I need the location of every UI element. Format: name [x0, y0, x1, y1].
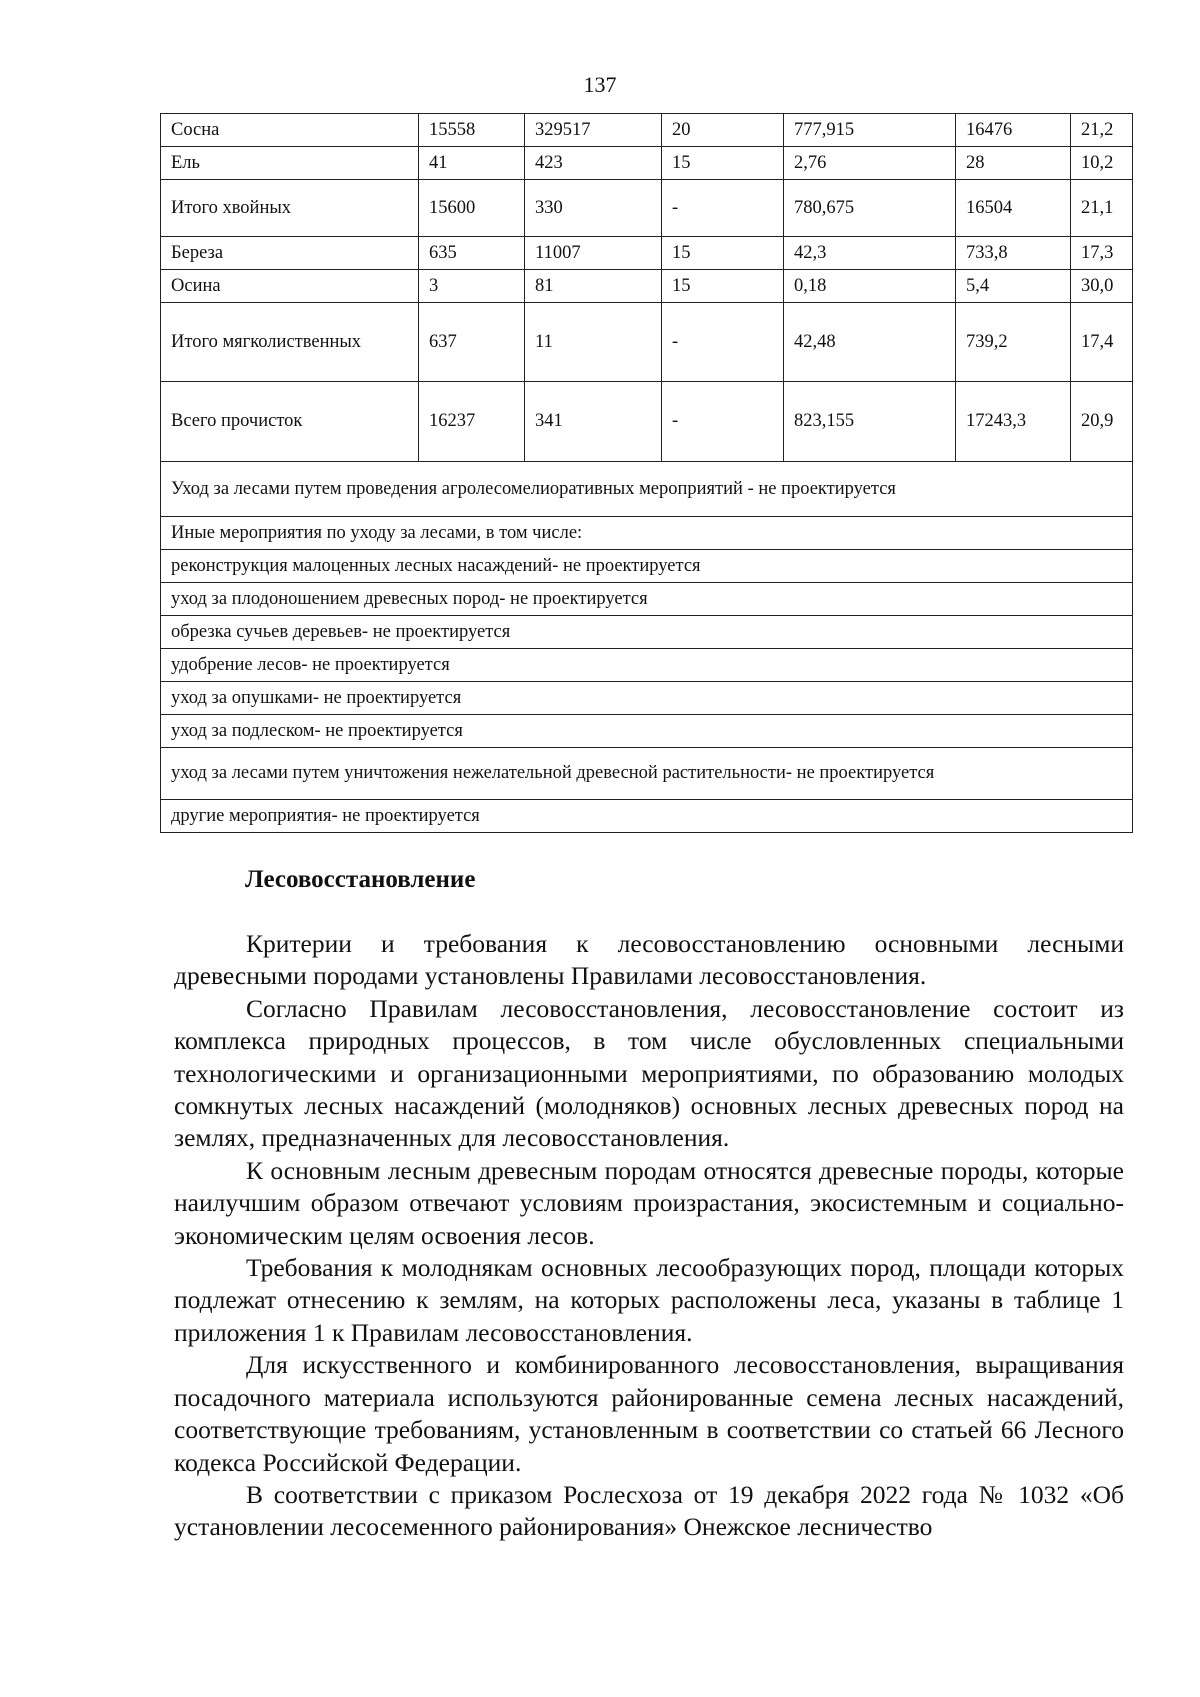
table-cell: 21,2	[1071, 114, 1133, 147]
table-span-row	[161, 616, 1133, 649]
table-cell: Береза	[161, 237, 419, 270]
table-cell: 11	[525, 303, 662, 382]
table-cell: 20	[662, 114, 784, 147]
table-span-cell: другие мероприятия- не проектируется	[161, 800, 1133, 833]
table-cell: -	[662, 180, 784, 237]
table-cell: Ель	[161, 147, 419, 180]
table-span-row	[161, 517, 1133, 550]
table-cell: 777,915	[784, 114, 956, 147]
table-span-row	[161, 715, 1133, 748]
table-cell: 15	[662, 237, 784, 270]
table-cell: 42,48	[784, 303, 956, 382]
table-cell: 16476	[956, 114, 1071, 147]
table-cell: 635	[419, 237, 525, 270]
paragraph: Для искусственного и комбинированного лесовосстановления, выращивания посадочного материала используются районированные семена лесных насаждений, соответствующие требованиям, установленным в соответствии со статьей 66 Лесного кодекса Российской Федерации.	[174, 1350, 1124, 1477]
forest-care-table	[160, 113, 1133, 833]
table-row	[161, 270, 1133, 303]
table-cell: Итого мягколиственных	[161, 303, 419, 382]
table-span-cell: уход за плодоношением древесных пород- не проектируется	[161, 583, 1133, 616]
table-cell: 28	[956, 147, 1071, 180]
table-cell: -	[662, 303, 784, 382]
table-cell: 42,3	[784, 237, 956, 270]
table-cell: 329517	[525, 114, 662, 147]
table-row	[161, 147, 1133, 180]
table-cell: 15	[662, 270, 784, 303]
table-span-row	[161, 748, 1133, 800]
table-span-row	[161, 800, 1133, 833]
table-cell: 10,2	[1071, 147, 1133, 180]
table-cell: 15	[662, 147, 784, 180]
paragraph: Согласно Правилам лесовосстановления, лесовосстановление состоит из комплекса природных процессов, в том числе обусловленных специальными технологическими и организационными мероприятиями, по образованию молодых сомкнутых лесных насаждений (молодняков) основных лесных древесных пород на землях, предназначенных для лесовосстановления.	[174, 993, 1124, 1153]
table-cell: Итого хвойных	[161, 180, 419, 237]
paragraph: К основным лесным древесным породам относятся древесные породы, которые наилучшим образом отвечают условиям произрастания, экосистемным и социально-экономическим целям освоения лесов.	[174, 1155, 1124, 1250]
table-cell: 17,4	[1071, 303, 1133, 382]
table-cell: Всего прочисток	[161, 382, 419, 462]
table-cell: 423	[525, 147, 662, 180]
table-cell: 41	[419, 147, 525, 180]
table-span-cell: реконструкция малоценных лесных насаждений- не проектируется	[161, 550, 1133, 583]
table-cell: Осина	[161, 270, 419, 303]
paragraph: Требования к молоднякам основных лесообразующих пород, площади которых подлежат отнесению к землям, на которых расположены леса, указаны в таблице 1 приложения 1 к Правилам лесовосстановления.	[174, 1253, 1124, 1347]
table-cell: 17,3	[1071, 237, 1133, 270]
table-cell: 17243,3	[956, 382, 1071, 462]
table-span-row	[161, 550, 1133, 583]
table-row	[161, 180, 1133, 237]
table-cell: 16504	[956, 180, 1071, 237]
table-cell: 0,18	[784, 270, 956, 303]
table-row	[161, 382, 1133, 462]
table-cell: 330	[525, 180, 662, 237]
table-cell: 5,4	[956, 270, 1071, 303]
table-span-row	[161, 649, 1133, 682]
table-row	[161, 237, 1133, 270]
table-span-cell: уход за опушками- не проектируется	[161, 682, 1133, 715]
table-span-row	[161, 682, 1133, 715]
body-text	[174, 928, 1124, 1544]
table-span-cell: Уход за лесами путем проведения агролесомелиоративных мероприятий - не проектируется	[161, 462, 1133, 517]
table-span-cell: удобрение лесов- не проектируется	[161, 649, 1133, 682]
table-cell: 30,0	[1071, 270, 1133, 303]
table-cell: 3	[419, 270, 525, 303]
table-cell: 81	[525, 270, 662, 303]
paragraph: В соответствии с приказом Рослесхоза от 19 декабря 2022 года № 1032 «Об установлении лесосеменного районирования» Онежское лесничество	[174, 1479, 1124, 1542]
table-cell: 20,9	[1071, 382, 1133, 462]
table-cell: 15600	[419, 180, 525, 237]
page-number: 137	[583, 72, 617, 97]
table-span-cell: Иные мероприятия по уходу за лесами, в том числе:	[161, 517, 1133, 550]
table-cell: 15558	[419, 114, 525, 147]
table-span-cell: уход за подлеском- не проектируется	[161, 715, 1133, 748]
table-cell: 21,1	[1071, 180, 1133, 237]
table-cell: 637	[419, 303, 525, 382]
table-row	[161, 303, 1133, 382]
table-cell: 823,155	[784, 382, 956, 462]
paragraph: Критерии и требования к лесовосстановлению основными лесными древесными породами установлены Правилами лесовосстановления.	[174, 929, 1124, 991]
table-cell: 2,76	[784, 147, 956, 180]
section-heading: Лесовосстановление	[245, 866, 476, 893]
table-cell: 733,8	[956, 237, 1071, 270]
table-cell: Сосна	[161, 114, 419, 147]
table-cell: 11007	[525, 237, 662, 270]
table-span-row	[161, 583, 1133, 616]
table-cell: -	[662, 382, 784, 462]
table-span-cell: обрезка сучьев деревьев- не проектируется	[161, 616, 1133, 649]
table-row	[161, 114, 1133, 147]
table-span-row	[161, 462, 1133, 517]
table-cell: 780,675	[784, 180, 956, 237]
table-cell: 739,2	[956, 303, 1071, 382]
table-cell: 341	[525, 382, 662, 462]
table-span-cell: уход за лесами путем уничтожения нежелательной древесной растительности- не проектируется	[161, 748, 1133, 800]
table-cell: 16237	[419, 382, 525, 462]
